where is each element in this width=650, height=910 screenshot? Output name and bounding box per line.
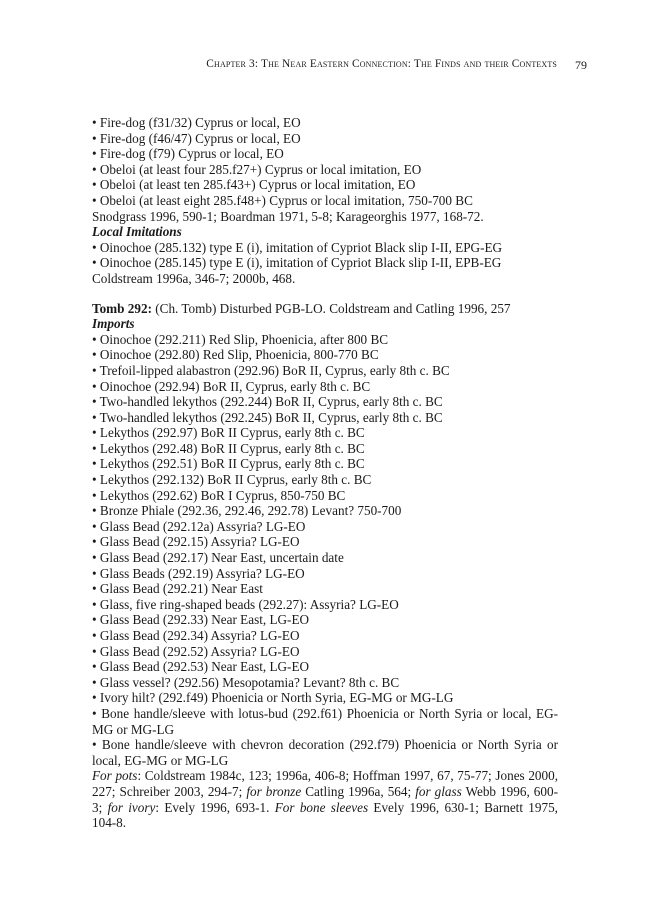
ref-text-bronze: Catling 1996a, 564; [301, 783, 416, 799]
section-heading-local-imitations: Local Imitations [92, 224, 182, 240]
references-paragraph [92, 768, 558, 830]
ref-label-bronze: for bronze [246, 783, 302, 799]
list-item: • Two-handled lekythos (292.244) BoR II, Cyprus, early 8th c. BC [92, 394, 443, 410]
ref-text-ivory: : Evely 1996, 693-1. [155, 799, 275, 815]
ref-text-bone: Evely 1996, 630-1; Barnett 1975, 104-8. [92, 799, 558, 831]
list-item: • Glass Bead (292.33) Near East, LG-EO [92, 612, 310, 628]
list-item: • Glass vessel? (292.56) Mesopotamia? Levant? 8th c. BC [92, 674, 400, 690]
list-item: • Lekythos (292.51) BoR II Cyprus, early 8th c. BC [92, 456, 365, 472]
ref-text-pots: : Coldstream 1984c, 123; 1996a, 406-8; Hoffman 1997, 67, 75-77; Jones 2000, 227; Schreiber 2003, 294-7; [92, 768, 559, 799]
list-item: • Glass, five ring-shaped beads (292.27): Assyria? LG-EO [92, 596, 399, 612]
list-item: • Fire-dog (f79) Cyprus or local, EO [92, 146, 284, 162]
list-item: • Two-handled lekythos (292.245) BoR II, Cyprus, early 8th c. BC [92, 409, 443, 425]
ref-label-ivory: for ivory [107, 799, 156, 815]
list-item: • Fire-dog (f46/47) Cyprus or local, EO [92, 130, 301, 146]
tomb-heading [92, 301, 558, 317]
list-item: • Glass Bead (292.53) Near East, LG-EO [92, 659, 310, 675]
list-item: • Bone handle/sleeve with lotus-bud (292.f61) Phoenicia or North Syria or local, EG-MG or MG-LG [92, 705, 558, 737]
list-item: • Glass Bead (292.21) Near East [92, 581, 263, 597]
page-number: 79 [575, 58, 587, 72]
list-item: • Lekythos (292.62) BoR I Cyprus, 850-750 BC [92, 487, 346, 503]
list-item: • Glass Bead (292.17) Near East, uncertain date [92, 550, 344, 566]
ref-label-pots: For pots [92, 768, 138, 784]
list-item: • Obeloi (at least four 285.f27+) Cyprus or local imitation, EO [92, 161, 422, 177]
list-item: • Glass Bead (292.15) Assyria? LG-EO [92, 534, 300, 550]
section-heading-imports: Imports [92, 316, 135, 332]
artifact-list-top [92, 115, 558, 209]
page-body [92, 115, 558, 831]
list-item: • Oinochoe (285.145) type E (i), imitation of Cypriot Black slip I-II, EPB-EG [92, 255, 502, 271]
citation: Snodgrass 1996, 590-1; Boardman 1971, 5-8; Karageorghis 1977, 168-72. [92, 208, 484, 224]
list-item: • Oinochoe (292.94) BoR II, Cyprus, early 8th c. BC [92, 378, 371, 394]
imports-list [92, 332, 558, 769]
list-item: • Glass Bead (292.12a) Assyria? LG-EO [92, 518, 306, 534]
list-item: • Bronze Phiale (292.36, 292.46, 292.78) Levant? 750-700 [92, 503, 402, 519]
list-item: • Obeloi (at least ten 285.f43+) Cyprus or local imitation, EO [92, 177, 416, 193]
list-item: • Lekythos (292.132) BoR II Cyprus, early 8th c. BC [92, 472, 372, 488]
ref-label-bone: For bone sleeves [274, 799, 369, 815]
list-item: • Obeloi (at least eight 285.f48+) Cyprus or local imitation, 750-700 BC [92, 192, 473, 208]
tomb-description: (Ch. Tomb) Disturbed PGB-LO. Coldstream and Catling 1996, 257 [151, 300, 511, 316]
list-item: • Oinochoe (285.132) type E (i), imitation of Cypriot Black slip I-II, EPG-EG [92, 239, 503, 255]
ref-label-glass: for glass [415, 783, 462, 799]
list-item: • Bone handle/sleeve with chevron decoration (292.f79) Phoenicia or North Syria or local, EG-MG or MG-LG [92, 737, 558, 768]
tomb-label: Tomb 292: [92, 300, 152, 316]
chapter-title: Chapter 3: The Near Eastern Connection: The Finds and their Contexts [206, 58, 557, 70]
list-item: • Lekythos (292.48) BoR II Cyprus, early 8th c. BC [92, 440, 365, 456]
list-item: • Glass Beads (292.19) Assyria? LG-EO [92, 565, 305, 581]
running-head [0, 58, 650, 74]
list-item: • Ivory hilt? (292.f49) Phoenicia or North Syria, EG-MG or MG-LG [92, 690, 454, 706]
list-item: • Glass Bead (292.52) Assyria? LG-EO [92, 643, 300, 659]
list-item: • Glass Bead (292.34) Assyria? LG-EO [92, 628, 300, 643]
list-item: • Trefoil-lipped alabastron (292.96) BoR II, Cyprus, early 8th c. BC [92, 362, 450, 378]
citation: Coldstream 1996a, 346-7; 2000b, 468. [92, 270, 296, 286]
list-item: • Fire-dog (f31/32) Cyprus or local, EO [92, 115, 301, 130]
list-item: • Oinochoe (292.80) Red Slip, Phoenicia, 800-770 BC [92, 347, 379, 363]
list-item: • Oinochoe (292.211) Red Slip, Phoenicia, after 800 BC [92, 331, 389, 347]
ref-text-glass: Webb 1996, 600-3; [92, 783, 558, 815]
list-item: • Lekythos (292.97) BoR II Cyprus, early 8th c. BC [92, 425, 365, 441]
